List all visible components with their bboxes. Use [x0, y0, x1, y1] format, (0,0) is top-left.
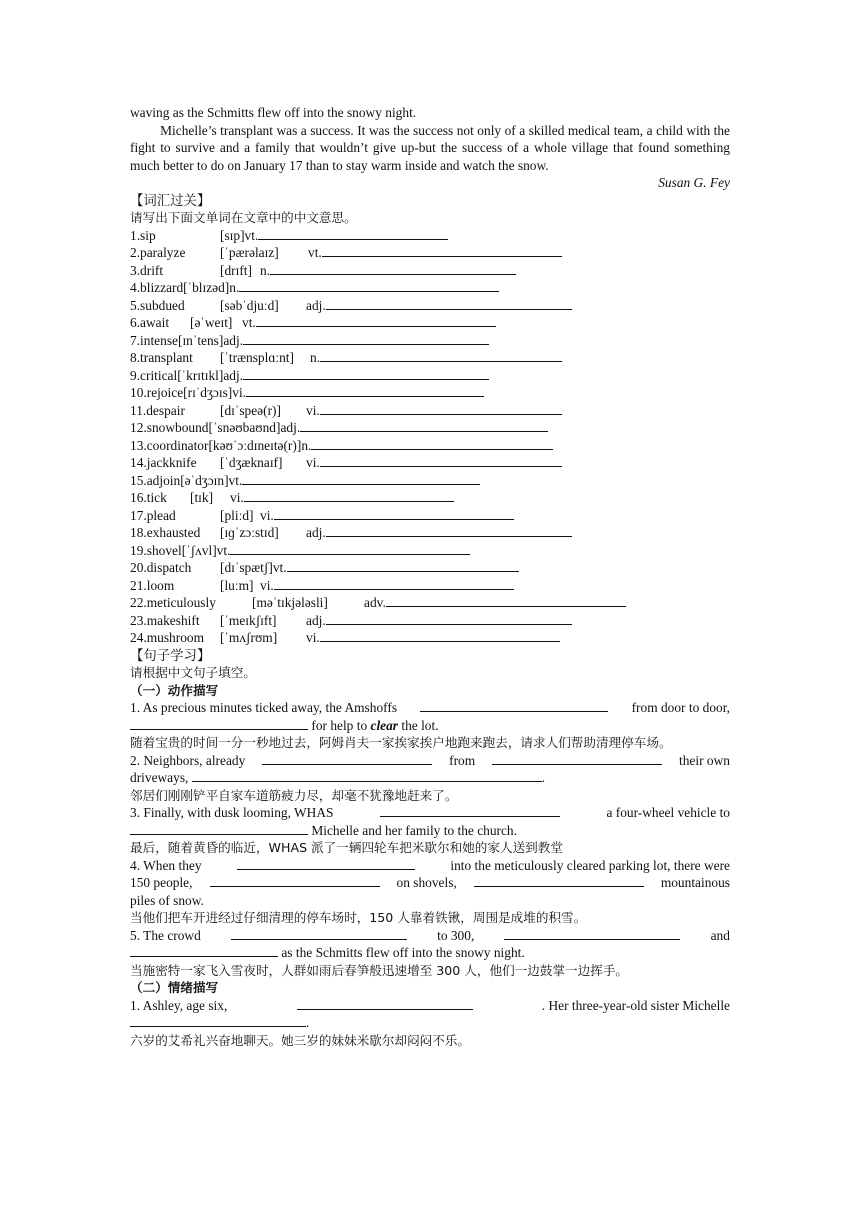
answer-blank[interactable] — [130, 944, 278, 957]
vocab-pos: n. — [301, 437, 312, 453]
vocab-item — [130, 437, 730, 455]
vocab-pos: adj. — [306, 525, 326, 540]
vocab-phonetic: [səbˈdjuːd] — [220, 297, 279, 313]
answer-blank[interactable] — [322, 244, 562, 257]
answer-blank[interactable] — [256, 314, 496, 327]
vocab-word: 13.coordinator — [130, 437, 209, 453]
vocab-pos: adj. — [223, 332, 244, 348]
answer-blank[interactable] — [297, 997, 473, 1010]
sentence-5-chinese: 当施密特一家飞入雪夜时，人群如雨后春笋般迅速增至 300 人，他们一边鼓掌一边挥手。 — [130, 962, 629, 978]
vocab-word: 11.despair — [130, 402, 185, 418]
vocab-item — [130, 297, 730, 315]
answer-blank[interactable] — [130, 822, 308, 835]
answer-blank[interactable] — [237, 857, 415, 870]
sentence-3-chinese: 最后，随着黄昏的临近，WHAS 派了一辆四轮车把米歇尔和她的家人送到教堂 — [130, 840, 563, 855]
sentence-instruction: 请根据中文句子填空。 — [130, 665, 256, 680]
answer-blank[interactable] — [420, 699, 608, 712]
emotion-1-line-2: . — [130, 1014, 730, 1032]
answer-blank[interactable] — [474, 874, 644, 887]
vocab-item — [130, 349, 730, 367]
story-line: waving as the Schmitts flew off into the snowy night. — [130, 105, 417, 120]
answer-blank[interactable] — [320, 629, 560, 642]
vocab-item — [130, 559, 730, 577]
sentence-2-line-1: 2. Neighbors, already from their own — [130, 752, 730, 768]
vocab-item — [130, 244, 730, 262]
story-paragraph: Michelle’s transplant was a success. It was the success not only of a skilled medical team, a child with the fight to survive and a family that wouldn’t give up-but the success of a whole village that found something much better to do on January 17 than to stay warm inside and watch the snow. — [130, 122, 730, 173]
sentence-5-line-2: as the Schmitts flew off into the snowy night. — [130, 944, 730, 962]
vocab-pos: vi. — [232, 385, 247, 400]
vocab-word: 7.intense — [130, 332, 178, 348]
vocab-phonetic: [drɪft] — [220, 262, 252, 278]
vocab-pos: vi. — [260, 507, 274, 523]
vocab-pos: adj. — [306, 297, 326, 313]
vocab-word: 14.jackknife — [130, 455, 197, 470]
vocab-pos: vt. — [216, 542, 231, 558]
vocab-word: 17.plead — [130, 507, 176, 523]
answer-blank[interactable] — [270, 262, 516, 275]
vocab-item — [130, 419, 730, 437]
sentence-1-chinese: 随着宝贵的时间一分一秒地过去，阿姆肖夫一家挨家挨户地跑来跑去，请求人们帮助清理停车场。 — [130, 735, 672, 750]
vocab-word: 18.exhausted — [130, 525, 201, 540]
emotion-1-chinese: 六岁的艾希礼兴奋地聊天。她三岁的妹妹米歇尔却闷闷不乐。 — [130, 1032, 471, 1048]
vocab-word: 16.tick — [130, 490, 167, 505]
answer-blank[interactable] — [246, 384, 484, 397]
answer-blank[interactable] — [210, 874, 380, 887]
vocab-word: 6.await — [130, 315, 170, 330]
vocab-word: 15.adjoin — [130, 472, 181, 488]
vocab-pos: vt. — [308, 245, 322, 260]
vocab-word: 9.critical — [130, 367, 178, 383]
answer-blank[interactable] — [258, 227, 448, 240]
answer-blank[interactable] — [380, 804, 560, 817]
vocab-phonetic: [pliːd] — [220, 507, 254, 523]
vocab-phonetic: [dɪˈspeə(r)] — [220, 402, 281, 418]
vocab-item — [130, 227, 730, 245]
vocab-item — [130, 489, 730, 507]
vocab-phonetic: [ˈsnəʊbaʊnd] — [208, 420, 281, 435]
vocab-item — [130, 472, 730, 490]
vocab-item — [130, 454, 730, 472]
vocab-item — [130, 314, 730, 332]
answer-blank[interactable] — [287, 559, 519, 572]
vocab-phonetic: [ˈblɪzəd] — [183, 280, 230, 295]
vocab-item — [130, 279, 730, 297]
answer-blank[interactable] — [300, 419, 548, 432]
vocab-pos: vi. — [306, 402, 320, 418]
vocab-word: 2.paralyze — [130, 245, 186, 260]
vocab-word: 3.drift — [130, 262, 164, 278]
vocab-phonetic: [əˈweɪt] — [190, 315, 233, 330]
answer-blank[interactable] — [239, 279, 499, 292]
vocab-phonetic: [ɪnˈtens] — [177, 332, 224, 348]
vocab-pos: vi. — [306, 455, 320, 470]
vocab-phonetic: [sɪp] — [220, 227, 245, 243]
answer-blank[interactable] — [274, 507, 514, 520]
answer-blank[interactable] — [242, 472, 480, 485]
sentence-3-line-1: 3. Finally, with dusk looming, WHAS a four-wheel vehicle to — [130, 805, 730, 820]
vocab-word: 8.transplant — [130, 350, 193, 365]
answer-blank[interactable] — [274, 577, 514, 590]
vocab-pos: vt. — [242, 315, 256, 330]
vocab-item — [130, 262, 730, 280]
vocab-item — [130, 367, 730, 385]
vocab-pos: n. — [310, 350, 321, 365]
vocab-phonetic: [tɪk] — [190, 490, 214, 505]
vocab-pos: vi. — [230, 490, 244, 505]
answer-blank[interactable] — [244, 489, 454, 502]
sentence-3-line-2: Michelle and her family to the church. — [130, 822, 730, 840]
vocab-pos: vt. — [272, 560, 287, 575]
vocab-phonetic: [kəʊˈɔːdɪneɪtə(r)] — [208, 437, 302, 453]
vocab-phonetic: [ˈmʌʃrʊm] — [220, 630, 278, 645]
vocab-word: 4.blizzard — [130, 280, 184, 295]
sentence-4-line-3: piles of snow. — [130, 892, 204, 908]
answer-blank[interactable] — [320, 349, 562, 362]
answer-blank[interactable] — [243, 332, 489, 345]
vocab-phonetic: [ˈʃʌvl] — [181, 542, 217, 558]
vocab-pos: adv. — [364, 595, 386, 610]
vocab-phonetic: [ˈkrɪtɪkl] — [177, 367, 224, 383]
sentence-1-line-1: 1. As precious minutes ticked away, the Amshoffs from door to door, — [130, 700, 730, 715]
vocab-word: 10.rejoice — [130, 385, 184, 400]
vocab-item — [130, 507, 730, 525]
document-page — [130, 104, 730, 1049]
vocab-phonetic: [luːm] — [220, 577, 254, 593]
vocab-pos: vi. — [306, 630, 320, 645]
sentence-4-chinese: 当他们把车开进经过仔细清理的停车场时，150 人靠着铁锹，周围是成堆的积雪。 — [130, 910, 587, 925]
answer-blank[interactable] — [326, 297, 572, 310]
answer-blank[interactable] — [320, 402, 562, 415]
sentence-4-line-2: 150 people, on shovels, mountainous — [130, 875, 730, 890]
answer-blank[interactable] — [386, 594, 626, 607]
answer-blank[interactable] — [192, 769, 542, 782]
vocab-phonetic: [ˈmeɪkʃɪft] — [220, 612, 277, 628]
vocab-pos: vt. — [244, 227, 259, 243]
answer-blank[interactable] — [311, 437, 553, 450]
answer-blank[interactable] — [326, 524, 572, 537]
answer-blank[interactable] — [231, 927, 407, 940]
answer-blank[interactable] — [320, 454, 562, 467]
vocab-phonetic: [məˈtɪkjələsli] — [252, 595, 328, 610]
vocab-phonetic: [ˈtrænsplɑːnt] — [220, 350, 294, 365]
vocab-word: 12.snowbound — [130, 420, 209, 435]
vocab-word: 19.shovel — [130, 542, 182, 558]
vocab-word: 5.subdued — [130, 297, 185, 313]
vocab-pos: n. — [260, 262, 271, 278]
vocab-phonetic: [dɪˈspætʃ] — [220, 560, 273, 575]
vocab-item — [130, 524, 730, 542]
answer-blank[interactable] — [262, 752, 432, 765]
vocab-word: 20.dispatch — [130, 560, 192, 575]
answer-blank[interactable] — [492, 752, 662, 765]
vocab-phonetic: [ˈdʒæknaɪf] — [220, 455, 283, 470]
answer-blank[interactable] — [243, 367, 489, 380]
answer-blank[interactable] — [230, 542, 470, 555]
vocab-list — [130, 227, 730, 647]
section-emotion-title: （二）情绪描写 — [130, 980, 219, 995]
vocab-item — [130, 577, 730, 595]
sentence-4-line-1: 4. When they into the meticulously cleared parking lot, there were — [130, 857, 730, 873]
vocab-item — [130, 402, 730, 420]
vocab-word: 24.mushroom — [130, 630, 205, 645]
vocab-pos: n. — [229, 280, 240, 295]
sentence-5-line-1: 5. The crowd to 300, and — [130, 927, 730, 943]
vocab-word: 1.sip — [130, 227, 156, 243]
section-action-title: （一）动作描写 — [130, 682, 219, 698]
sentence-2-chinese: 邻居们刚刚铲平自家车道筋疲力尽，却毫不犹豫地赶来了。 — [130, 787, 458, 803]
answer-blank[interactable] — [130, 717, 308, 730]
vocab-item — [130, 332, 730, 350]
vocab-pos: adj. — [306, 612, 326, 628]
emotion-1-line-1: 1. Ashley, age six, . Her three-year-old sister Michelle — [130, 997, 730, 1013]
vocab-phonetic: [ˈpærəlaɪz] — [220, 245, 279, 260]
vocab-phonetic: [ɪɡˈzɔːstɪd] — [220, 525, 279, 540]
vocab-instruction: 请写出下面文单词在文章中的中文意思。 — [130, 210, 357, 225]
answer-blank[interactable] — [326, 612, 572, 625]
vocab-item — [130, 612, 730, 630]
answer-blank[interactable] — [130, 1014, 306, 1027]
vocab-word: 21.loom — [130, 577, 175, 593]
vocab-heading: 【词汇过关】 — [130, 192, 211, 208]
sentence-heading: 【句子学习】 — [130, 647, 211, 663]
vocab-pos: adj. — [223, 367, 244, 383]
vocab-word: 23.makeshift — [130, 612, 200, 628]
sentence-2-line-2: driveways, . — [130, 770, 546, 785]
vocab-pos: vi. — [260, 577, 274, 593]
vocab-phonetic: [əˈdʒɔɪn] — [180, 472, 229, 488]
vocab-word: 22.meticulously — [130, 595, 216, 610]
vocab-item — [130, 542, 730, 560]
vocab-item — [130, 629, 730, 647]
author-name: Susan G. Fey — [658, 175, 730, 190]
answer-blank[interactable] — [504, 927, 680, 940]
sentence-1-line-2: for help to clear the lot. — [130, 717, 730, 735]
vocab-pos: vt. — [228, 472, 243, 488]
vocab-item — [130, 594, 730, 612]
vocab-phonetic: [rɪˈdʒɔɪs] — [183, 385, 233, 400]
vocab-item — [130, 384, 730, 402]
vocab-pos: adj. — [280, 420, 301, 435]
